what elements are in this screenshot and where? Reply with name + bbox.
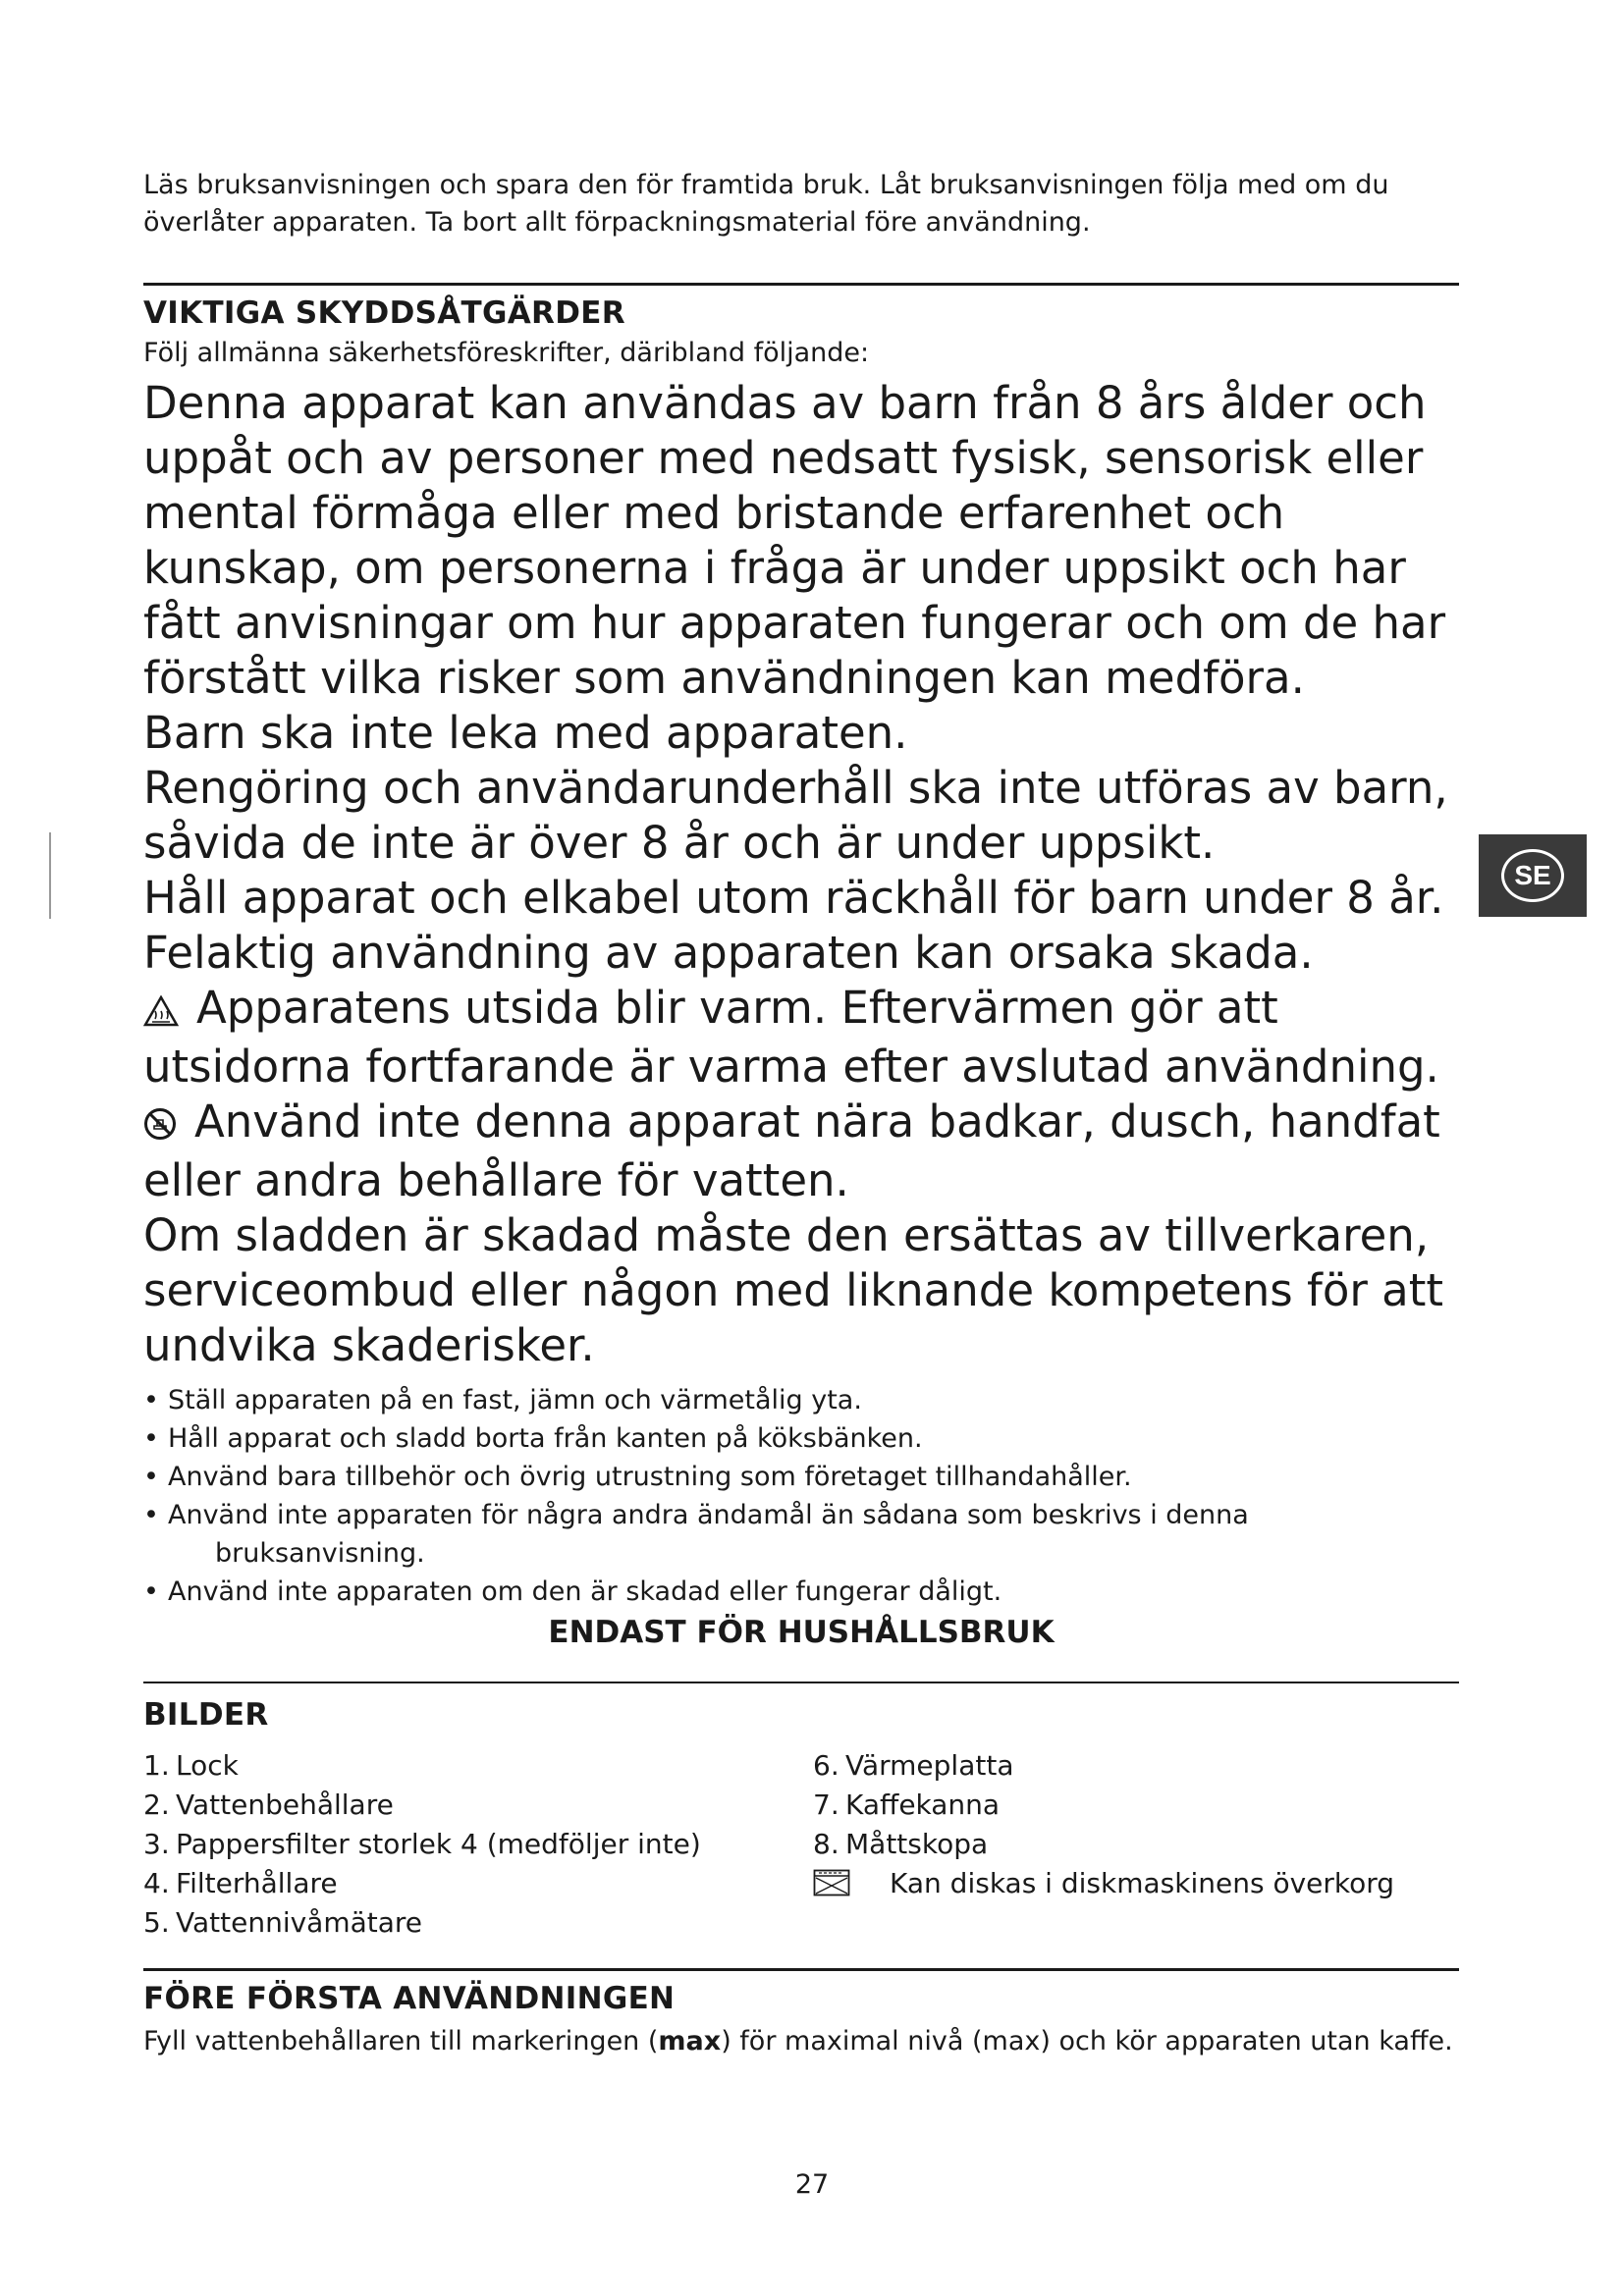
intro-text: Läs bruksanvisningen och spara den för framtida bruk. Låt bruksanvisningen följa med om du överlåter apparaten. Ta bort allt förpackningsmaterial före användning. xyxy=(143,170,1389,238)
page-number: 27 xyxy=(794,2169,830,2200)
language-tab xyxy=(1479,834,1587,917)
warning-cleaning: Rengöring och användarunderhåll ska inte utföras av barn, såvida de inte är över 8 år och är under uppsikt. xyxy=(143,762,1448,869)
warning-reach: Håll apparat och elkabel utom räckhåll för barn under 8 år. xyxy=(143,872,1444,924)
warning-no-water xyxy=(143,1095,1459,1208)
list-item xyxy=(143,1903,701,1943)
safety-warnings xyxy=(143,376,1459,1373)
parts-list xyxy=(143,1746,1459,1952)
warning-hot-surface xyxy=(143,981,1459,1095)
dishwasher-text: Kan diskas i diskmaskinens överkorg xyxy=(890,1867,1395,1899)
item-label: Vattenbehållare xyxy=(176,1789,394,1821)
item-label: Vattennivåmätare xyxy=(176,1906,423,1939)
item-number: 1. xyxy=(143,1749,170,1782)
hot-surface-warning-icon xyxy=(143,985,179,1040)
warning-misuse: Felaktig användning av apparaten kan orsaka skada. xyxy=(143,927,1314,979)
item-number: 6. xyxy=(813,1749,839,1782)
list-item xyxy=(143,1825,701,1864)
list-item xyxy=(143,1573,1459,1611)
hot-surface-text: Apparatens utsida blir varm. Eftervärmen gör att utsidorna fortfarande är varma efter avslutad användning. xyxy=(143,982,1439,1093)
first-use-heading: FÖRE FÖRSTA ANVÄNDNINGEN xyxy=(143,1981,676,2016)
household-use-only: ENDAST FÖR HUSHÅLLSBRUK xyxy=(548,1615,1055,1650)
item-label: Kaffekanna xyxy=(845,1789,1001,1821)
list-item xyxy=(143,1381,1459,1419)
list-item xyxy=(143,1496,1459,1573)
list-item-text: Håll apparat och sladd borta från kanten på köksbänken. xyxy=(168,1423,923,1454)
list-item xyxy=(143,1864,701,1903)
dishwasher-top-rack-icon xyxy=(813,1868,850,1896)
item-label: Pappersfilter storlek 4 (medföljer inte) xyxy=(176,1828,701,1860)
item-number: 7. xyxy=(813,1789,839,1821)
no-water-text: Använd inte denna apparat nära badkar, dusch, handfat eller andra behållare för vatten. xyxy=(143,1095,1440,1206)
dishwasher-note xyxy=(813,1864,1394,1903)
list-item-text: Använd inte apparaten om den är skadad eller fungerar dåligt. xyxy=(168,1576,1002,1607)
item-number: 3. xyxy=(143,1828,170,1860)
list-item xyxy=(143,1419,1459,1458)
item-label: Lock xyxy=(176,1749,239,1782)
list-item xyxy=(813,1786,1394,1825)
item-number: 5. xyxy=(143,1906,170,1939)
safety-lead: Följ allmänna säkerhetsföreskrifter, däribland följande: xyxy=(143,338,870,368)
list-item-text: Ställ apparaten på en fast, jämn och värmetålig yta. xyxy=(168,1385,862,1415)
list-item xyxy=(813,1825,1394,1864)
first-use-text xyxy=(143,2022,1459,2061)
list-item-continuation: bruksanvisning. xyxy=(215,1538,425,1569)
safety-bullet-list xyxy=(143,1381,1459,1611)
first-use-text-start: Fyll vattenbehållaren till markeringen ( xyxy=(143,2026,659,2056)
manual-page xyxy=(143,167,1459,2061)
list-item xyxy=(813,1746,1394,1786)
list-item xyxy=(143,1786,701,1825)
warning-cord: Om sladden är skadad måste den ersättas av tillverkaren, serviceombud eller någon med liknande kompetens för att undvika skaderisker. xyxy=(143,1209,1444,1371)
max-marking: max xyxy=(658,2026,722,2056)
parts-column-left xyxy=(143,1746,701,1943)
list-item-text: Använd inte apparaten för några andra ändamål än sådana som beskrivs i denna xyxy=(168,1500,1249,1530)
item-number: 2. xyxy=(143,1789,170,1821)
item-label: Måttskopa xyxy=(845,1828,989,1860)
warning-children-supervision: Denna apparat kan användas av barn från 8 års ålder och uppåt och av personer med nedsatt fysisk, sensorisk eller mental förmåga eller med bristande erfarenhet och kunskap, om personerna i fråga är under uppsikt och har fått anvisningar om hur apparaten fungerar och om de har förstått vilka risker som användningen kan medföra. xyxy=(143,377,1446,704)
margin-mark xyxy=(49,832,51,919)
warning-no-play: Barn ska inte leka med apparaten. xyxy=(143,707,908,759)
first-use-text-end: ) för maximal nivå (max) och kör apparaten utan kaffe. xyxy=(721,2026,1453,2056)
item-number: 4. xyxy=(143,1867,170,1899)
list-item-text: Använd bara tillbehör och övrig utrustning som företaget tillhandahåller. xyxy=(168,1462,1132,1492)
item-number: 8. xyxy=(813,1828,839,1860)
item-label: Filterhållare xyxy=(176,1867,338,1899)
language-code: SE xyxy=(1501,849,1564,902)
no-water-icon xyxy=(143,1098,177,1153)
list-item xyxy=(143,1746,701,1786)
item-label: Värmeplatta xyxy=(845,1749,1014,1782)
pictures-heading: BILDER xyxy=(143,1697,269,1733)
parts-column-right xyxy=(813,1746,1394,1903)
list-item xyxy=(143,1458,1459,1496)
safety-heading: VIKTIGA SKYDDSÅTGÄRDER xyxy=(143,295,625,331)
